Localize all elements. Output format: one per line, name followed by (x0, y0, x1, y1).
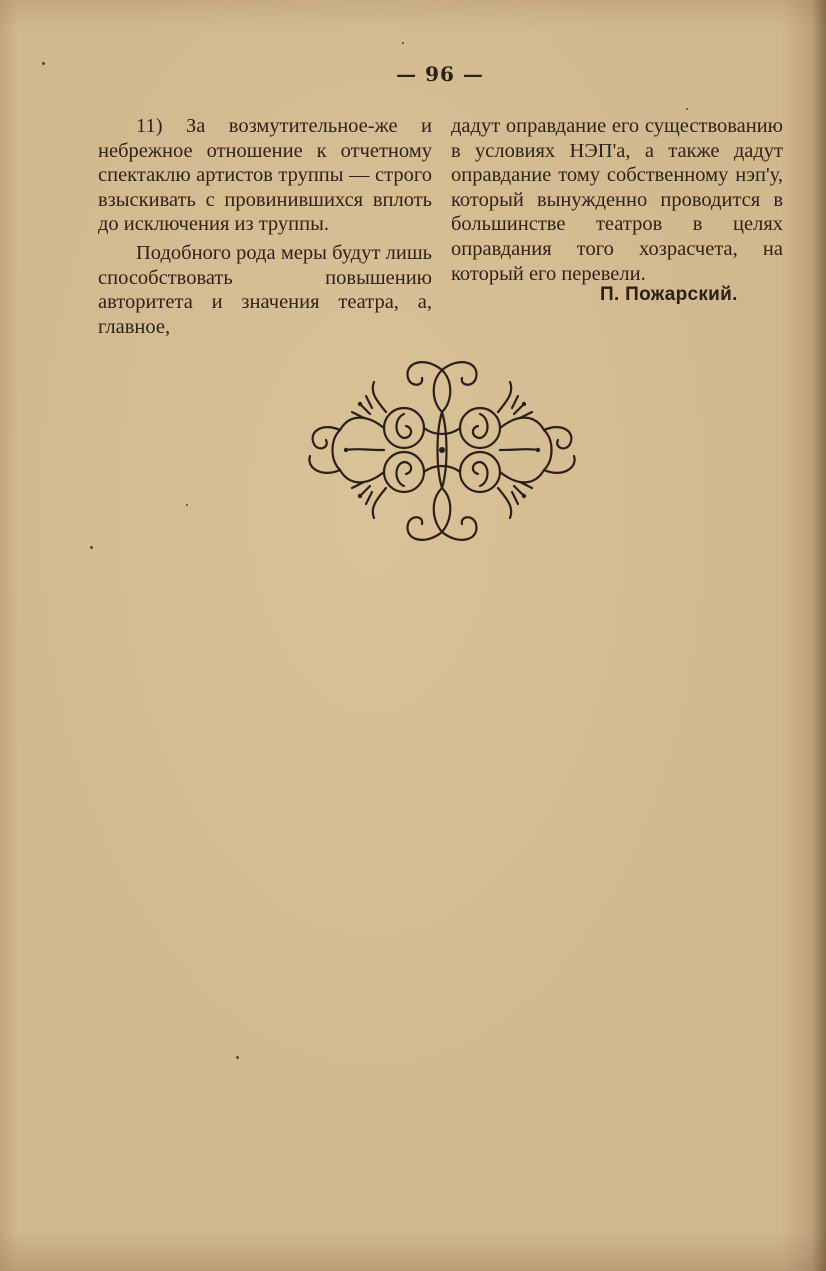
left-column (98, 114, 432, 343)
paper-speck (402, 42, 404, 44)
page-edge-shadow (812, 0, 826, 1271)
paper-speck (42, 62, 45, 65)
left-paragraph-1: 11) За возмутительное-же и небрежное отношение к отчетному спектаклю артистов труппы — строго взыскивать с провинившихся вплоть до исключения из труппы. (98, 115, 432, 236)
left-paragraph-2: Подобного рода меры будут лишь способствовать повышению авторитета и значения театра, а, главное, (98, 241, 432, 338)
right-paragraph-1: дадут оправдание его существованию в условиях НЭП'а, а также дадут оправдание тому собственному нэп'у, который вынужденно проводится в большинстве театров в целях оправдания того хозрасчета, на который его перевели. (451, 115, 783, 285)
author-signature: П. Пожарский. (600, 284, 738, 305)
paper-speck (686, 108, 688, 110)
paper-speck (236, 1056, 239, 1059)
paper-speck (90, 546, 93, 549)
right-column (451, 114, 783, 286)
paper-speck (186, 504, 188, 506)
page-number: — 96 — (396, 62, 484, 86)
decorative-flourish-icon (300, 352, 584, 548)
